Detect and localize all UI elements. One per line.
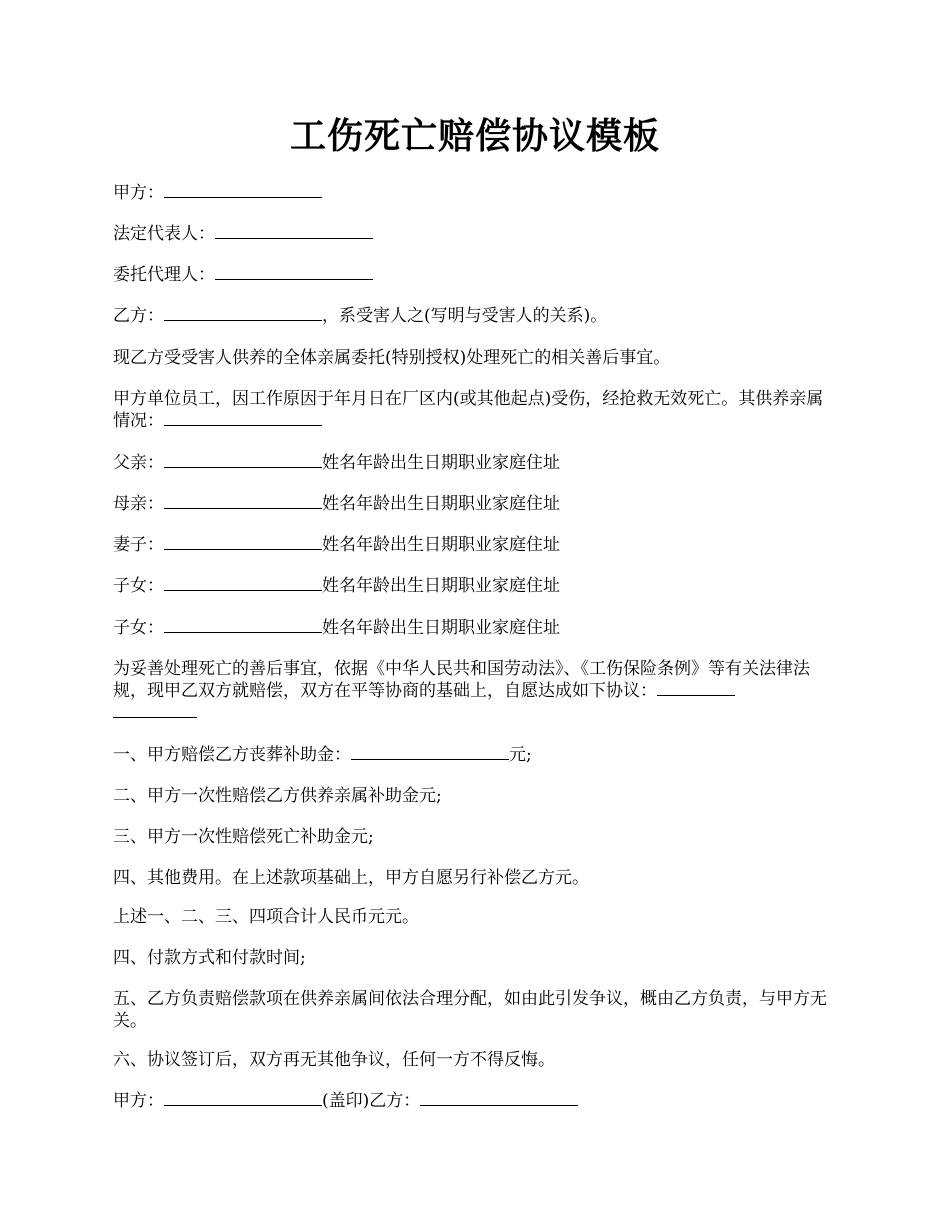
relative-label: 子女： [113, 618, 164, 638]
basis-paragraph [113, 658, 840, 724]
clause-6: 六、协议签订后，双方再无其他争议，任何一方不得反悔。 [113, 1050, 555, 1070]
basis-blank[interactable] [657, 680, 735, 696]
legal-rep-label: 法定代表人： [113, 224, 215, 244]
document-title: 工伤死亡赔偿协议模板 [289, 115, 660, 157]
agent-line [113, 264, 840, 286]
relative-info: 姓名年龄出生日期职业家庭住址 [322, 494, 560, 514]
signature-line [113, 1090, 840, 1112]
total-line: 上述一、二、三、四项合计人民币元元。 [113, 907, 419, 927]
party-a-line [113, 182, 840, 204]
clause-3: 三、甲方一次性赔偿死亡补助金元; [113, 827, 374, 847]
party-b-line [113, 305, 840, 327]
relative-info: 姓名年龄出生日期职业家庭住址 [322, 535, 560, 555]
relative-blank[interactable] [164, 617, 322, 633]
relative-blank[interactable] [164, 534, 322, 550]
relative-row [113, 534, 840, 556]
relative-row [113, 617, 840, 639]
party-b-blank[interactable] [164, 305, 322, 321]
relative-blank[interactable] [164, 493, 322, 509]
party-a-label: 甲方： [113, 183, 164, 203]
relative-label: 母亲： [113, 494, 164, 514]
incident-paragraph [113, 388, 840, 432]
incident-blank[interactable] [164, 410, 322, 426]
clause-1-text: 一、甲方赔偿乙方丧葬补助金： [113, 745, 351, 765]
clause-2: 二、甲方一次性赔偿乙方供养亲属补助金元; [113, 786, 442, 806]
signature-party-a-blank[interactable] [164, 1090, 322, 1106]
relative-row [113, 452, 840, 474]
relative-blank[interactable] [164, 452, 322, 468]
relative-blank[interactable] [164, 575, 322, 591]
signature-party-b-blank[interactable] [420, 1090, 578, 1106]
party-b-relation: ，系受害人之(写明与受害人的关系)。 [322, 306, 608, 326]
clause-1-suffix: 元; [509, 745, 532, 765]
relative-info: 姓名年龄出生日期职业家庭住址 [322, 576, 560, 596]
clause-5: 五、乙方负责赔偿款项在供养亲属间依法合理分配，如由此引发争议，概由乙方负责，与甲方无关。 [113, 989, 827, 1031]
funeral-allowance-blank[interactable] [351, 744, 509, 760]
relative-row [113, 575, 840, 597]
agent-blank[interactable] [215, 264, 373, 280]
relative-label: 子女： [113, 576, 164, 596]
relative-info: 姓名年龄出生日期职业家庭住址 [322, 453, 560, 473]
relative-label: 妻子： [113, 535, 164, 555]
signature-seal-label: (盖印)乙方： [322, 1091, 421, 1111]
basis-text: 为妥善处理死亡的善后事宜，依据《中华人民共和国劳动法》、《工伤保险条例》等有关法律法规，现甲乙双方就赔偿，双方在平等协商的基础上，自愿达成如下协议： [113, 659, 810, 701]
party-b-label: 乙方： [113, 306, 164, 326]
relative-label: 父亲： [113, 453, 164, 473]
basis-blank-continued[interactable] [113, 702, 197, 718]
party-a-blank[interactable] [164, 182, 322, 198]
relative-row [113, 493, 840, 515]
clause-4: 四、其他费用。在上述款项基础上，甲方自愿另行补偿乙方元。 [113, 868, 589, 888]
incident-text: 甲方单位员工，因工作原因于年月日在厂区内(或其他起点)受伤，经抢救无效死亡。其供养亲属情况： [113, 389, 824, 431]
legal-rep-blank[interactable] [215, 223, 373, 239]
legal-rep-line [113, 223, 840, 245]
relative-info: 姓名年龄出生日期职业家庭住址 [322, 618, 560, 638]
payment-clause: 四、付款方式和付款时间; [113, 948, 306, 968]
entrust-paragraph: 现乙方受受害人供养的全体亲属委托(特别授权)处理死亡的相关善后事宜。 [113, 348, 671, 368]
clause-1 [113, 744, 840, 766]
signature-party-a-label: 甲方： [113, 1091, 164, 1111]
agent-label: 委托代理人： [113, 265, 215, 285]
